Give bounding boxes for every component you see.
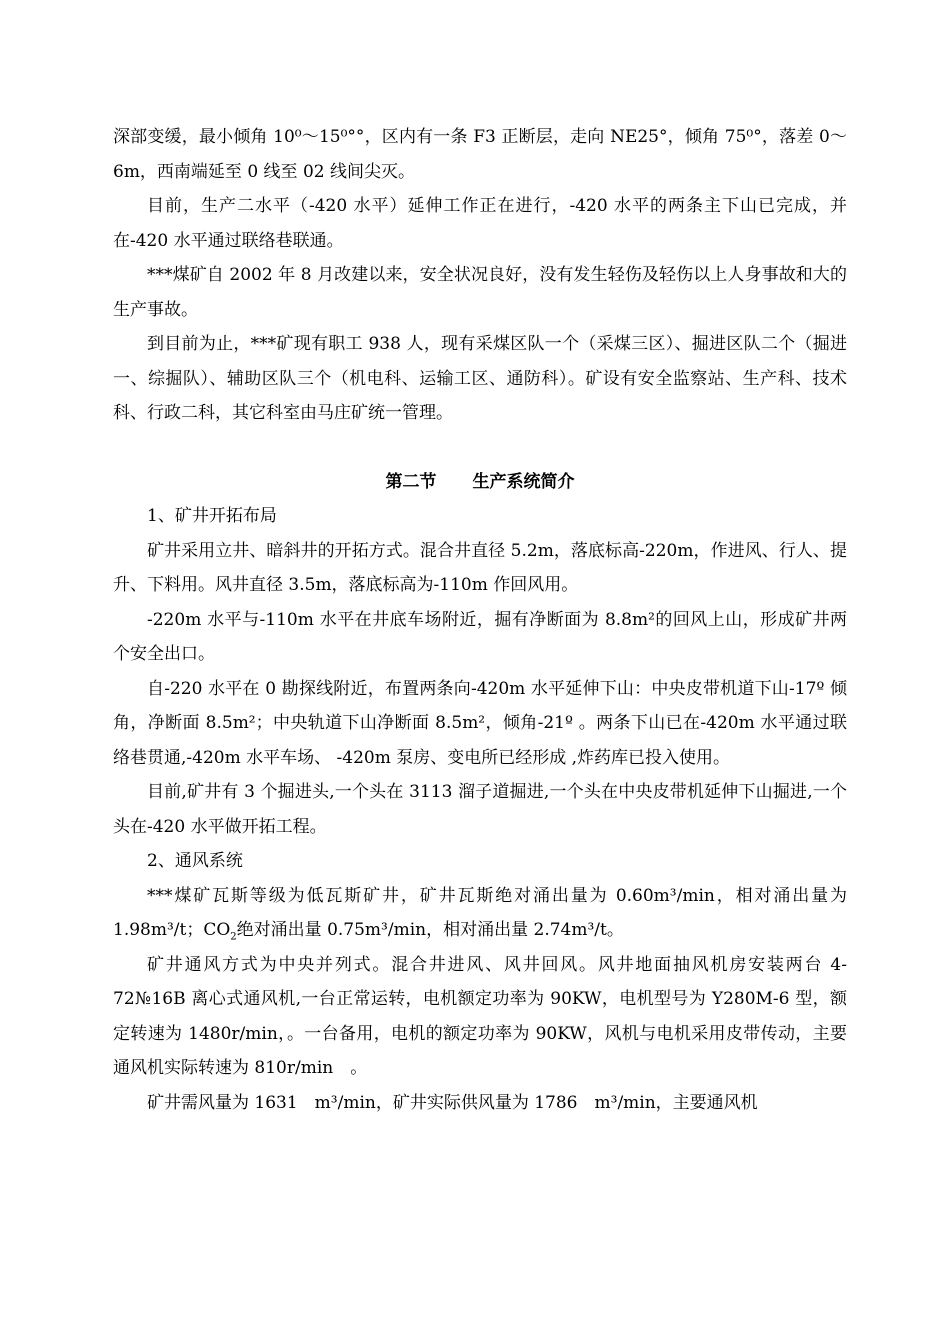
paragraph-safety-exits: -220m 水平与-110m 水平在井底车场附近，掘有净断面为 8.8m²的回风上山，形成矿井两个安全出口。	[113, 609, 847, 664]
paragraph-second-level-extension: 目前，生产二水平（-420 水平）延伸工作正在进行，-420 水平的两条主下山已完成，并在-420 水平通过联络巷联通。	[113, 196, 847, 251]
gas-emission-text-a: ***煤矿瓦斯等级为低瓦斯矿井，矿井瓦斯绝对涌出量为 0.60m³/min，相对涌出量为 1.98m³/t；CO	[113, 885, 847, 940]
gas-emission-text-b: 绝对涌出量 0.75m³/min，相对涌出量 2.74m³/t。	[236, 920, 624, 940]
paragraph-staff-organization: 到目前为止，***矿现有职工 938 人，现有采煤区队一个（采煤三区）、掘进区队二个（掘进一、综掘队）、辅助区队三个（机电科、运输工区、通防科）。矿设有安全监察站、生产科、技术科、行政二科，其它科室由马庄矿统一管理。	[113, 334, 847, 423]
subheading-mine-development: 1、矿井开拓布局	[147, 506, 277, 526]
document-page	[113, 120, 847, 1120]
section-title: 生产系统简介	[472, 471, 575, 492]
section-heading	[113, 465, 847, 500]
co2-subscript: 2	[230, 931, 237, 943]
paragraph-downhill-roadways: 自-220 水平在 0 勘探线附近，布置两条向-420m 水平延伸下山：中央皮带机道下山-17º 倾角，净断面 8.5m²；中央轨道下山净断面 8.5m²，倾角-21º 。两条下山已在-420m 水平通过联络巷贯通,-420m 水平车场、 -420m 泵房、变电所已经形成 ,炸药库已投入使用。	[113, 678, 847, 768]
paragraph-heading-faces: 目前,矿井有 3 个掘进头,一个头在 3113 溜子道掘进,一个头在中央皮带机延伸下山掘进,一个头在-420 水平做开拓工程。	[113, 782, 847, 837]
subheading-ventilation: 2、通风系统	[147, 851, 243, 871]
paragraph-development-method: 矿井采用立井、暗斜井的开拓方式。混合井直径 5.2m，落底标高-220m，作进风、行人、提升、下料用。风井直径 3.5m，落底标高为-110m 作回风用。	[113, 540, 847, 595]
paragraph-fault-description: 深部变缓，最小倾角 10⁰～15⁰°°，区内有一条 F3 正断层，走向 NE25°，倾角 75⁰°，落差 0～6m，西南端延至 0 线至 02 线间尖灭。	[113, 127, 847, 182]
paragraph-ventilation-method: 矿井通风方式为中央并列式。混合井进风、风井回风。风井地面抽风机房安装两台 4-72№16B 离心式通风机,一台正常运转，电机额定功率为 90KW，电机型号为 Y280M-6 型，额定转速为 1480r/min，。一台备用，电机的额定功率为 90KW，风机与电机采用皮带传动，主要通风机实际转速为 810r/min 。	[113, 954, 847, 1078]
paragraph-air-volume: 矿井需风量为 1631 m³/min，矿井实际供风量为 1786 m³/min，主要通风机	[147, 1092, 758, 1113]
paragraph-gas-emission	[113, 879, 847, 948]
section-number: 第二节	[385, 471, 437, 492]
paragraph-safety-status: ***煤矿自 2002 年 8 月改建以来，安全状况良好，没有发生轻伤及轻伤以上人身事故和大的生产事故。	[113, 265, 847, 320]
